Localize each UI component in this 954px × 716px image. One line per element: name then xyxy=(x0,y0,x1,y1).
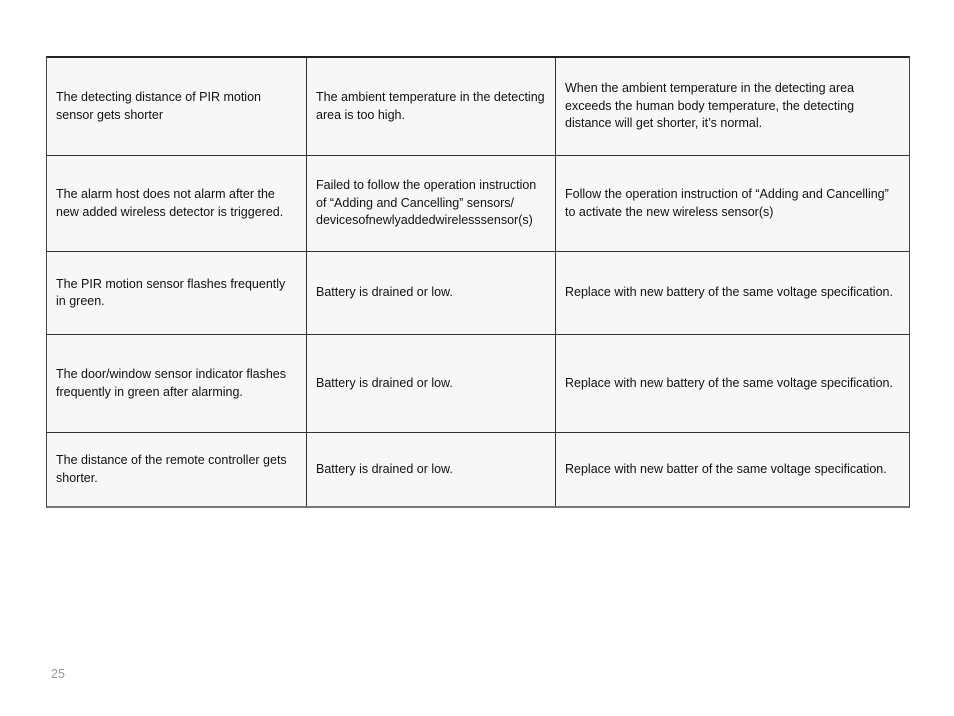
page-number: 25 xyxy=(51,667,65,681)
table-row xyxy=(47,58,909,156)
table-row xyxy=(47,433,909,506)
problem-cell: The distance of the remote controller gets shorter. xyxy=(47,433,307,506)
problem-cell: The alarm host does not alarm after the new added wireless detector is triggered. xyxy=(47,156,307,251)
problem-cell: The PIR motion sensor flashes frequently in green. xyxy=(47,252,307,334)
cause-cell: Battery is drained or low. xyxy=(307,335,556,432)
cause-cell: Battery is drained or low. xyxy=(307,433,556,506)
table-row xyxy=(47,156,909,252)
solution-cell: Replace with new batter of the same voltage specification. xyxy=(565,461,887,476)
solution-cell: Replace with new battery of the same voltage specification. xyxy=(565,375,893,390)
cause-cell: Failed to follow the operation instruction of “Adding and Cancelling” sensors/ devicesofnewlyaddedwirelesssensor(s) xyxy=(307,156,556,251)
solution-cell: Replace with new battery of the same voltage specification. xyxy=(565,285,893,300)
table-row xyxy=(47,335,909,433)
problem-cell: The detecting distance of PIR motion sensor gets shorter xyxy=(47,58,307,155)
solution-cell: Follow the operation instruction of “Adding and Cancelling” to activate the new wireless sensor(s) xyxy=(565,187,889,219)
cause-cell: Battery is drained or low. xyxy=(307,252,556,334)
cause-cell: The ambient temperature in the detecting area is too high. xyxy=(307,58,556,155)
solution-cell: When the ambient temperature in the detecting area exceeds the human body temperature, the detecting distance will get shorter, it’s normal. xyxy=(565,81,855,131)
problem-cell: The door/window sensor indicator flashes frequently in green after alarming. xyxy=(47,335,307,432)
troubleshooting-table xyxy=(46,56,910,508)
table-row xyxy=(47,252,909,335)
